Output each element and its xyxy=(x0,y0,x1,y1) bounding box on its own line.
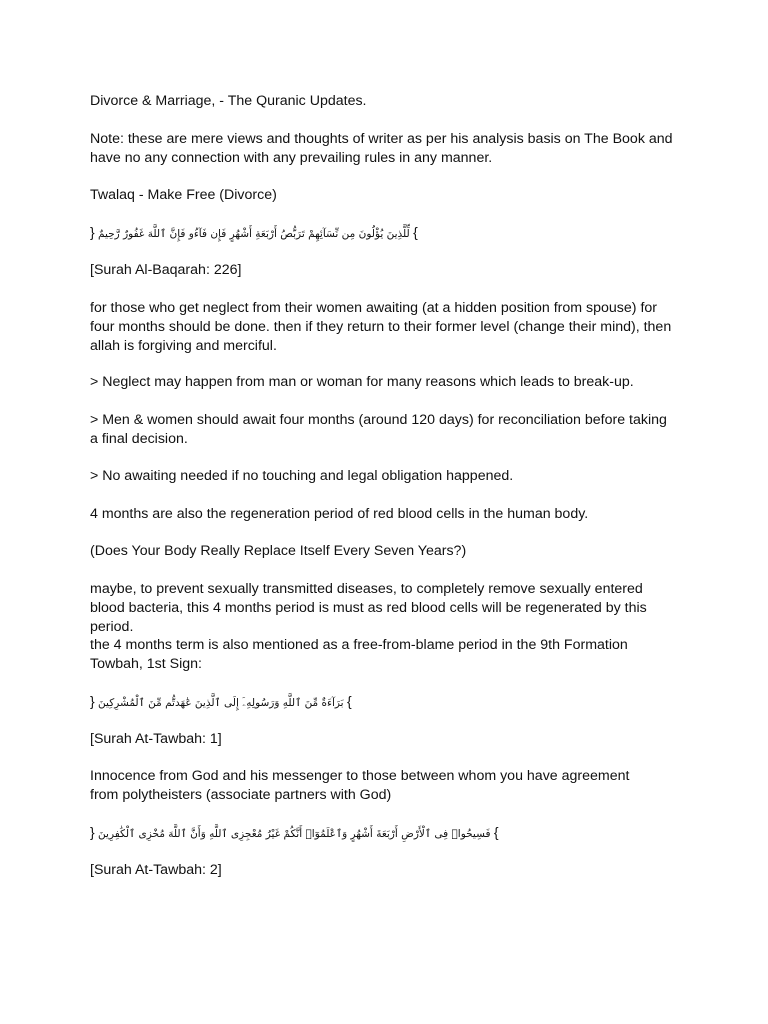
verse-1-open-brace: } xyxy=(90,224,95,240)
question: (Does Your Body Really Replace Itself Every Seven Years?) xyxy=(90,543,467,559)
point-3: > No awaiting needed if no touching and legal obligation happened. xyxy=(90,468,514,484)
verse-3-close-brace: { xyxy=(493,824,499,840)
verse-2-open-brace: } xyxy=(90,693,95,709)
verse-3-reference: [Surah At-Tawbah: 2] xyxy=(90,862,222,878)
section-heading: Twalaq - Make Free (Divorce) xyxy=(90,187,277,203)
disclaimer-note: Note: these are mere views and thoughts of writer as per his analysis basis on The Book and have no any connection with any prevailing rules in any manner. xyxy=(90,131,673,166)
point-1: > Neglect may happen from man or woman for many reasons which leads to break-up. xyxy=(90,374,634,390)
verse-3-open-brace: } xyxy=(90,824,95,840)
verse-3-arabic xyxy=(90,824,499,842)
mention: the 4 months term is also mentioned as a free-from-blame period in the 9th Formation Towbah, 1st Sign: xyxy=(90,637,628,672)
verse-2-text: بَرَآءَةٌ مِّنَ ٱللَّهِ وَرَسُولِهِۦٓ إِلَى ٱلَّذِينَ عَٰهَدتُّم مِّنَ ٱلْمُشْرِكِينَ xyxy=(98,697,344,709)
verse-1-reference: [Surah Al-Baqarah: 226] xyxy=(90,262,242,278)
verse-3-text: فَسِيحُوا۟ فِى ٱلْأَرْضِ أَرْبَعَةَ أَشْهُرٍ وَٱعْلَمُوٓا۟ أَنَّكُمْ غَيْرُ مُعْجِزِى ٱللَّهِ وَأَنَّ ٱللَّهَ مُخْزِى ٱلْكَٰفِرِينَ xyxy=(98,828,491,840)
translation-2: Innocence from God and his messenger to those between whom you have agreement from polytheisters (associate partners with God) xyxy=(90,768,630,803)
translation-1: for those who get neglect from their women awaiting (at a hidden position from spouse) for four months should be done. then if they return to their former level (change their mind), then allah is forgiving and merciful. xyxy=(90,300,672,354)
document-title: Divorce & Marriage, - The Quranic Updates. xyxy=(90,93,367,109)
verse-1-arabic xyxy=(90,224,418,242)
point-2: > Men & women should await four months (around 120 days) for reconciliation before taking a final decision. xyxy=(90,412,667,447)
verse-2-reference: [Surah At-Tawbah: 1] xyxy=(90,731,222,747)
verse-1-close-brace: { xyxy=(413,224,418,240)
verse-1-text: لِّلَّذِينَ يُؤْلُونَ مِن نِّسَآئِهِمْ تَرَبُّصُ أَرْبَعَةِ أَشْهُرٍ فَإِن فَآءُو فَإِنَّ ٱللَّهَ غَفُورٌ رَّحِيمٌ xyxy=(98,228,410,240)
fact-1: 4 months are also the regeneration period of red blood cells in the human body. xyxy=(90,506,589,522)
verse-2-close-brace: { xyxy=(346,693,352,709)
explanation: maybe, to prevent sexually transmitted diseases, to completely remove sexually entered blood bacteria, this 4 months period is must as red blood cells will be regenerated by this period. xyxy=(90,581,647,635)
verse-2-arabic xyxy=(90,693,352,711)
